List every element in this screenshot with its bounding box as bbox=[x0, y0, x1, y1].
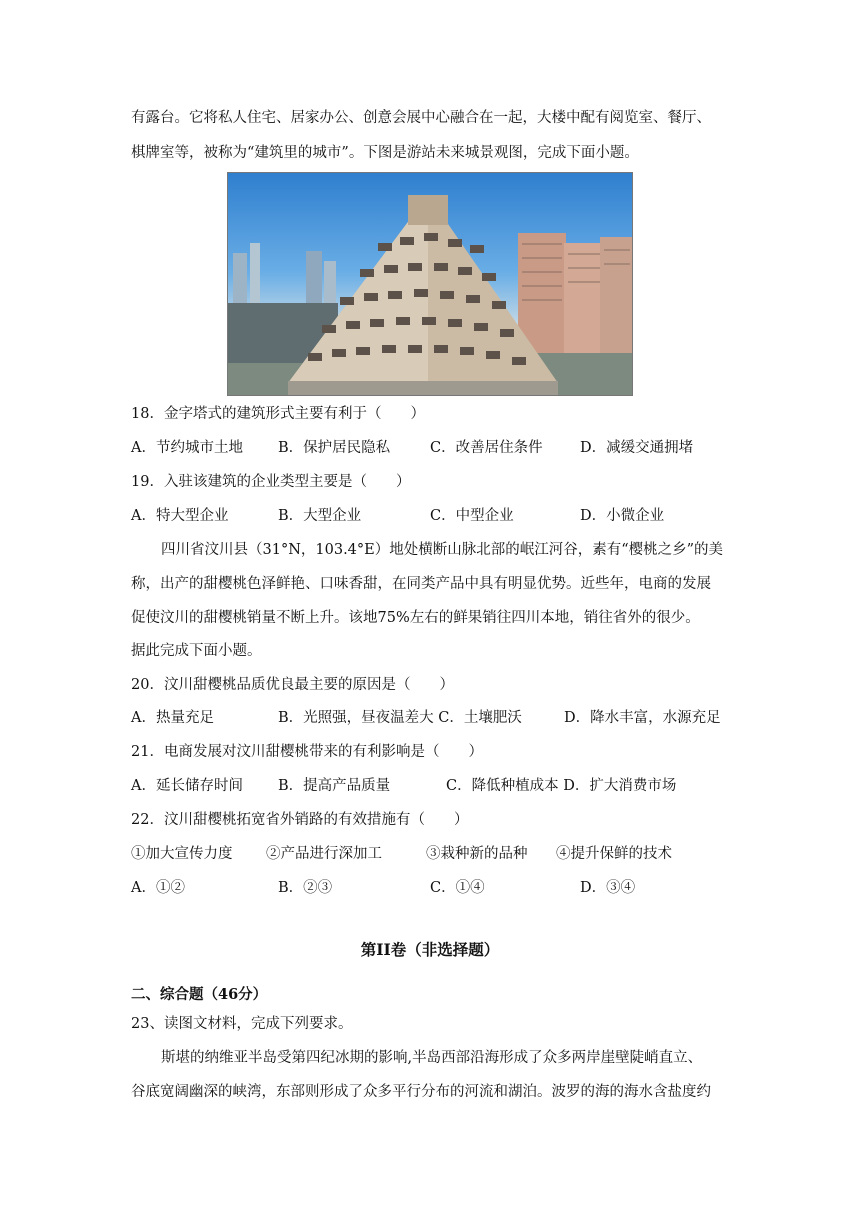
question-22-option-c[interactable]: C．①④ bbox=[430, 880, 485, 896]
question-21-option-b[interactable]: B．提高产品质量 bbox=[278, 778, 391, 794]
passage-3-line-1: 斯堪的纳维亚半岛受第四纪冰期的影响,半岛西部沿海形成了众多两岸崖壁陡峭直立、 bbox=[161, 1050, 703, 1066]
question-18-stem: 18．金字塔式的建筑形式主要有利于（ ） bbox=[131, 406, 425, 422]
question-22-item-2: ②产品进行深加工 bbox=[266, 846, 382, 862]
question-18-option-b[interactable]: B．保护居民隐私 bbox=[278, 440, 391, 456]
section-title: 第II卷（非选择题） bbox=[360, 940, 500, 959]
question-20-stem: 20．汶川甜樱桃品质优良最主要的原因是（ ） bbox=[131, 677, 454, 693]
passage-2-line-3: 促使汶川的甜樱桃销量不断上升。该地75%左右的鲜果销往四川本地，销往省外的很少。 bbox=[131, 610, 700, 626]
question-22-item-1: ①加大宣传力度 bbox=[131, 846, 233, 862]
pyramid-building-photo bbox=[227, 172, 633, 396]
question-23-stem: 23、读图文材料，完成下列要求。 bbox=[131, 1016, 353, 1032]
question-20-option-a[interactable]: A．热量充足 bbox=[131, 710, 214, 726]
question-22-option-d[interactable]: D．③④ bbox=[580, 880, 636, 896]
question-20-option-d[interactable]: D．降水丰富，水源充足 bbox=[564, 710, 721, 726]
question-19-stem: 19．入驻该建筑的企业类型主要是（ ） bbox=[131, 474, 411, 490]
question-20-option-bc[interactable]: B．光照强，昼夜温差大 C．土壤肥沃 bbox=[278, 710, 522, 726]
passage-3-line-2: 谷底宽阔幽深的峡湾，东部则形成了众多平行分布的河流和湖泊。波罗的海的海水含盐度约 bbox=[131, 1084, 711, 1100]
question-22-option-b[interactable]: B．②③ bbox=[278, 880, 333, 896]
intro-line-2: 棋牌室等，被称为“建筑里的城市”。下图是游站未来城景观图，完成下面小题。 bbox=[131, 145, 639, 161]
part-2-heading: 二、综合题（46分） bbox=[131, 986, 268, 1003]
question-19-option-c[interactable]: C．中型企业 bbox=[430, 508, 514, 524]
question-18-option-a[interactable]: A．节约城市土地 bbox=[131, 440, 243, 456]
passage-2-line-4: 据此完成下面小题。 bbox=[131, 643, 262, 659]
question-21-option-cd[interactable]: C．降低种植成本 D．扩大消费市场 bbox=[446, 778, 677, 794]
pyramid-building-icon bbox=[228, 173, 633, 396]
question-18-option-d[interactable]: D．减缓交通拥堵 bbox=[580, 440, 694, 456]
question-22-stem: 22．汶川甜樱桃拓宽省外销路的有效措施有（ ） bbox=[131, 812, 469, 828]
question-19-option-a[interactable]: A．特大型企业 bbox=[131, 508, 229, 524]
question-21-stem: 21．电商发展对汶川甜樱桃带来的有利影响是（ ） bbox=[131, 744, 483, 760]
intro-line-1: 有露台。它将私人住宅、居家办公、创意会展中心融合在一起，大楼中配有阅览室、餐厅、 bbox=[131, 110, 711, 126]
passage-2-line-1: 四川省汶川县（31°N，103.4°E）地处横断山脉北部的岷江河谷，素有“樱桃之乡”的美 bbox=[161, 542, 724, 558]
question-19-option-b[interactable]: B．大型企业 bbox=[278, 508, 362, 524]
question-21-option-a[interactable]: A．延长储存时间 bbox=[131, 778, 243, 794]
question-22-item-3: ③栽种新的品种 bbox=[426, 846, 528, 862]
question-19-option-d[interactable]: D．小微企业 bbox=[580, 508, 665, 524]
question-18-option-c[interactable]: C．改善居住条件 bbox=[430, 440, 543, 456]
question-22-item-4: ④提升保鲜的技术 bbox=[556, 846, 672, 862]
question-22-option-a[interactable]: A．①② bbox=[131, 880, 185, 896]
passage-2-line-2: 称，出产的甜樱桃色泽鲜艳、口味香甜，在同类产品中具有明显优势。近些年，电商的发展 bbox=[131, 576, 711, 592]
